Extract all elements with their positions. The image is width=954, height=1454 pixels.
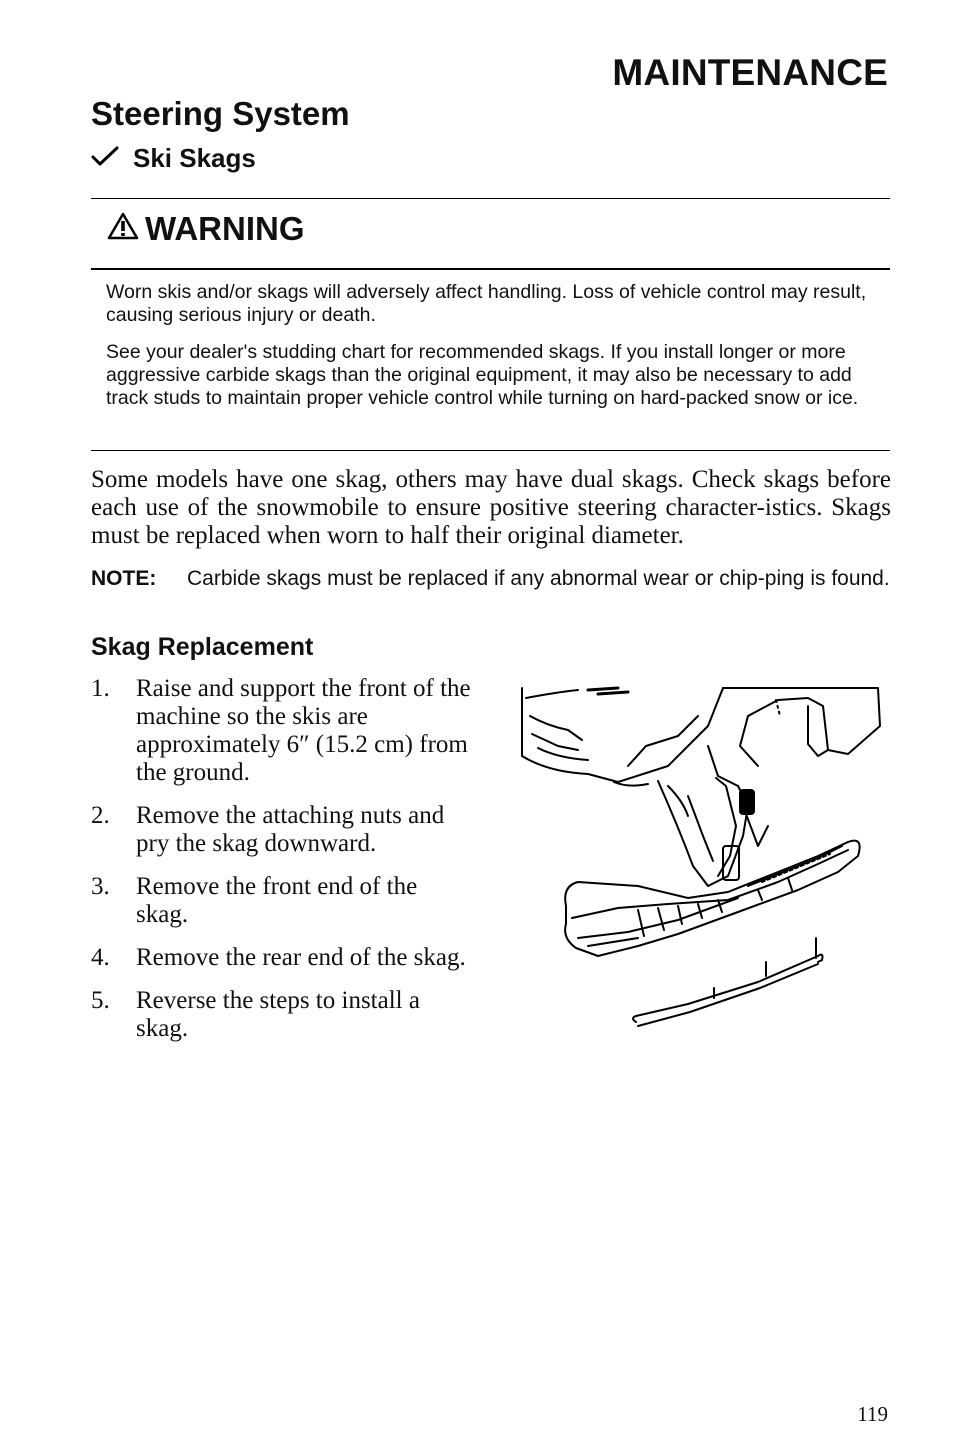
note-text: Carbide skags must be replaced if any abnormal wear or chip-ping is found. xyxy=(187,567,890,590)
procedure-steps xyxy=(91,675,471,1058)
page-title: Steering System xyxy=(91,95,350,132)
warning-text: Worn skis and/or skags will adversely affect handling. Loss of vehicle control may result, causing serious injury or death. xyxy=(106,281,867,326)
subheading xyxy=(91,143,256,174)
divider xyxy=(91,268,890,270)
section-title: MAINTENANCE xyxy=(612,52,888,93)
note xyxy=(91,566,891,591)
step-number: 4. xyxy=(91,944,110,971)
list-item xyxy=(91,802,471,858)
step-text: Raise and support the front of the machine so the skis are approximately 6″ (15.2 cm) from the ground. xyxy=(136,675,471,786)
step-text: Remove the rear end of the skag. xyxy=(136,944,466,971)
step-number: 1. xyxy=(91,675,110,702)
step-text: Remove the front end of the skag. xyxy=(136,873,418,928)
divider xyxy=(91,450,890,451)
warning-label: WARNING xyxy=(145,210,305,247)
list-item xyxy=(91,675,471,787)
step-number: 5. xyxy=(91,987,110,1014)
step-number: 2. xyxy=(91,802,110,829)
page-number: 119 xyxy=(857,1402,888,1426)
warning-text: See your dealer's studding chart for recommended skags. If you install longer or more aggressive carbide skags than the original equipment, it may also be necessary to add track studs to maintain proper vehicle control while turning on hard-packed snow or ice. xyxy=(106,341,859,409)
section-heading: Skag Replacement xyxy=(91,633,314,661)
warning-heading xyxy=(107,210,305,248)
divider xyxy=(91,198,890,199)
ski-skag-illustration xyxy=(518,686,884,1032)
checkmark-icon xyxy=(91,143,119,174)
list-item xyxy=(91,944,471,972)
subheading-label: Ski Skags xyxy=(133,143,256,173)
body-paragraph: Some models have one skag, others may have dual skags. Check skags before each use of the snowmobile to ensure positive steering character-istics. Skags must be replaced when worn to half their original diameter. xyxy=(91,466,891,549)
step-text: Reverse the steps to install a skag. xyxy=(136,987,420,1042)
list-item xyxy=(91,987,471,1043)
warning-triangle-icon xyxy=(107,210,145,248)
step-text: Remove the attaching nuts and pry the skag downward. xyxy=(136,802,445,857)
list-item xyxy=(91,873,471,929)
step-number: 3. xyxy=(91,873,110,900)
note-label: NOTE: xyxy=(91,567,157,590)
